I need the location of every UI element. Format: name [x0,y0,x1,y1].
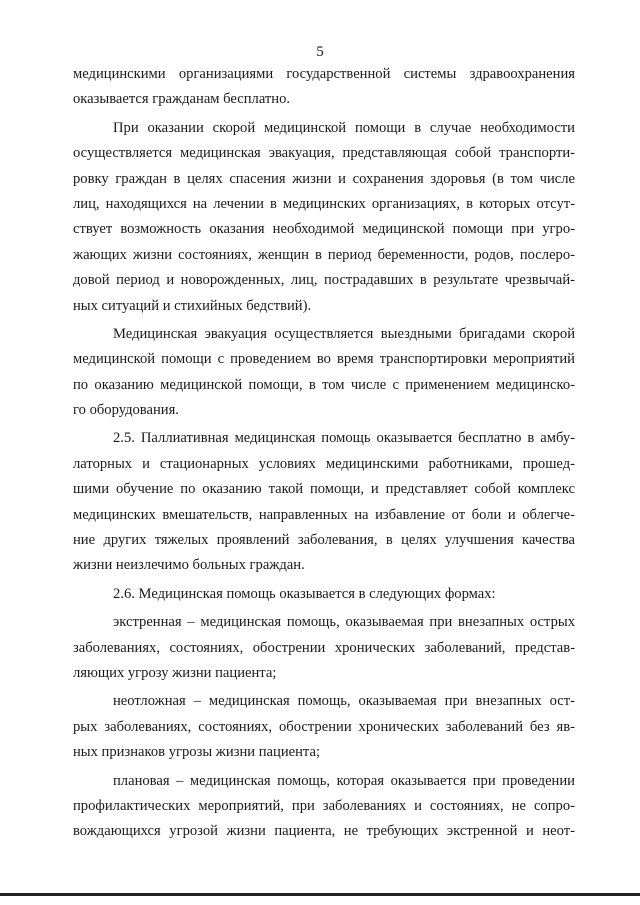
text-line: При оказании скорой медицинской помощи в случае необходимости [113,119,575,136]
text-line: латорных и стационарных условиях медицинскими работниками, прошед- [73,455,575,472]
text-line: ляющих угрозу жизни пациента; [73,664,277,681]
text-line: по оказанию медицинской помощи, в том числе с применением медицинско- [73,376,575,393]
paragraph [73,322,575,424]
text-line: ных ситуаций и стихийных бедствий). [73,297,312,314]
paragraph [73,582,575,607]
text-line: ствует возможность оказания необходимой медицинской помощи при угро- [73,221,575,238]
text-line: ных признаков угрозы жизни пациента; [73,744,321,761]
text-line: оказывается гражданам бесплатно. [73,91,291,108]
page-bottom-rule [0,893,640,896]
text-line: довой период и новорожденных, лиц, пострадавших в результате чрезвычай- [73,272,575,289]
paragraph [73,689,575,765]
text-line: вождающихся угрозой жизни пациента, не требующих экстренной и неот- [73,823,575,840]
text-line: заболеваниях, состояниях, обострении хронических заболеваний, представ- [73,639,575,656]
text-line: профилактических мероприятий, при заболеваниях и состояниях, не сопро- [73,797,575,814]
paragraph [73,62,575,113]
text-line: го оборудования. [73,402,179,419]
text-line: жающих жизни состояниях, женщин в период беременности, родов, послеро- [73,246,575,263]
paragraph [73,769,575,845]
text-line: плановая – медицинская помощь, которая оказывается при проведении [113,772,575,789]
text-line: шими обучение по оказанию такой помощи, и представляет собой комплекс [73,481,575,498]
text-line: экстренная – медицинская помощь, оказываемая при внезапных острых [113,614,575,631]
text-line: лиц, находящихся на лечении в медицинских организациях, в которых отсут- [73,195,575,212]
text-line: осуществляется медицинская эвакуация, представляющая собой транспорти- [73,145,575,162]
text-line: ние других тяжелых проявлений заболевания, в целях улучшения качества [73,532,575,549]
text-line: рых заболеваниях, состояниях, обострении хронических заболеваний без яв- [73,718,575,735]
document-body [73,62,575,845]
text-line: жизни неизлечимо больных граждан. [73,557,305,574]
page-number: 5 [316,44,324,60]
paragraph [73,610,575,686]
text-line: 2.5. Паллиативная медицинская помощь оказывается бесплатно в амбу- [113,430,575,447]
text-line: Медицинская эвакуация осуществляется выездными бригадами скорой [113,325,575,342]
text-line: медицинских вмешательств, направленных на избавление от боли и облегче- [73,506,575,523]
paragraph [73,426,575,578]
text-line: неотложная – медицинская помощь, оказываемая при внезапных ост- [113,693,575,710]
text-line: медицинскими организациями государственной системы здравоохранения [73,66,575,82]
text-line: медицинской помощи с проведением во время транспортировки мероприятий [73,351,575,368]
text-line: 2.6. Медицинская помощь оказывается в следующих формах: [113,585,496,602]
text-line: ровку граждан в целях спасения жизни и сохранения здоровья (в том числе [73,170,575,187]
paragraph [73,116,575,319]
